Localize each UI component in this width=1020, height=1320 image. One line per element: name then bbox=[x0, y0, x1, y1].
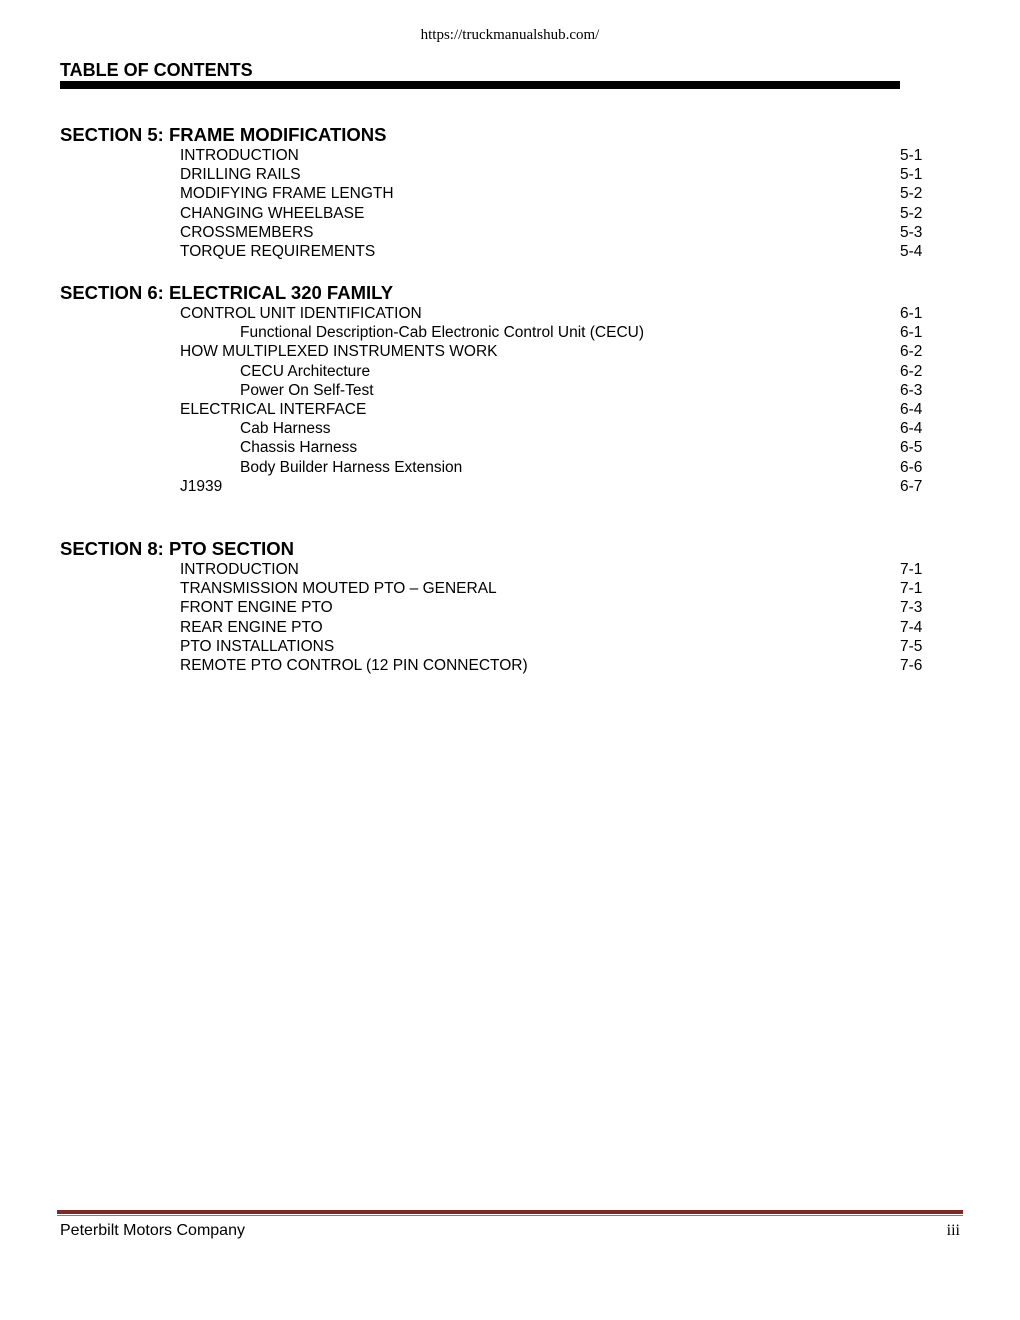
toc-entry-label: REAR ENGINE PTO bbox=[180, 618, 323, 636]
toc-entry-page: 7-1 bbox=[900, 561, 923, 578]
toc-entry-page: 7-1 bbox=[900, 580, 923, 598]
toc-entry-label: CHANGING WHEELBASE bbox=[180, 204, 365, 222]
toc-entry-label: CROSSMEMBERS bbox=[180, 223, 314, 241]
toc-entry-label: TRANSMISSION MOUTED PTO – GENERAL bbox=[180, 580, 497, 598]
toc-section-6 bbox=[60, 281, 940, 496]
header-url: https://truckmanualshub.com/ bbox=[420, 27, 600, 43]
toc-entry-page: 6-1 bbox=[900, 305, 923, 322]
toc-entry-page: 5-2 bbox=[900, 204, 923, 222]
footer-page-number: iii bbox=[946, 1222, 960, 1239]
toc-entry bbox=[60, 223, 940, 242]
toc-entry-page: 6-4 bbox=[900, 400, 923, 418]
toc-subentry bbox=[60, 438, 940, 457]
toc-entry bbox=[60, 304, 940, 323]
toc-entry-label: CONTROL UNIT IDENTIFICATION bbox=[180, 305, 422, 322]
toc-subentry bbox=[60, 362, 940, 381]
toc-entry-label: J1939 bbox=[180, 477, 223, 495]
section-heading: SECTION 6: ELECTRICAL 320 FAMILY bbox=[60, 282, 394, 303]
toc-entry bbox=[60, 598, 940, 617]
toc-entry-page: 6-5 bbox=[900, 439, 923, 457]
toc-entry-page: 6-2 bbox=[900, 362, 923, 380]
toc-entry-page: 7-3 bbox=[900, 599, 923, 617]
toc-entry bbox=[60, 165, 940, 184]
toc-entry-page: 7-4 bbox=[900, 618, 923, 636]
toc-entry-label: Power On Self-Test bbox=[240, 381, 374, 399]
toc-entry-page: 5-4 bbox=[900, 242, 923, 260]
toc-entry-label: ELECTRICAL INTERFACE bbox=[180, 400, 367, 418]
toc-entry-page: 6-4 bbox=[900, 420, 923, 438]
toc-entry-label: PTO INSTALLATIONS bbox=[180, 637, 335, 655]
section-heading: SECTION 8: PTO SECTION bbox=[60, 538, 295, 559]
toc-entry-label: INTRODUCTION bbox=[180, 147, 299, 164]
toc-entry bbox=[60, 204, 940, 223]
toc-subentry bbox=[60, 458, 940, 477]
toc-entry-label: DRILLING RAILS bbox=[180, 166, 301, 184]
toc-entry-page: 7-6 bbox=[900, 656, 923, 674]
toc-entry-label: INTRODUCTION bbox=[180, 561, 299, 578]
footer-rule-thin bbox=[57, 1215, 963, 1216]
toc-entry-label: FRONT ENGINE PTO bbox=[180, 599, 333, 617]
toc-entry-page: 6-2 bbox=[900, 343, 923, 361]
footer-company: Peterbilt Motors Company bbox=[60, 1222, 245, 1239]
toc-entry bbox=[60, 146, 940, 165]
toc-entry-label: MODIFYING FRAME LENGTH bbox=[180, 185, 394, 203]
toc-subentry bbox=[60, 419, 940, 438]
toc-entry-label: Chassis Harness bbox=[240, 439, 358, 457]
toc-entry bbox=[60, 656, 940, 675]
toc-entry bbox=[60, 184, 940, 203]
toc-entry-page: 6-1 bbox=[900, 324, 923, 342]
toc-entry bbox=[60, 342, 940, 361]
toc-entry-page: 5-3 bbox=[900, 223, 923, 241]
toc-entry bbox=[60, 242, 940, 261]
toc-entry-page: 6-3 bbox=[900, 381, 923, 399]
toc-entry bbox=[60, 618, 940, 637]
footer-rule bbox=[57, 1210, 963, 1218]
toc-entry-page: 5-2 bbox=[900, 185, 923, 203]
toc-title: TABLE OF CONTENTS bbox=[60, 60, 253, 80]
toc-entry-label: Cab Harness bbox=[240, 420, 331, 438]
toc-entry-label: Body Builder Harness Extension bbox=[240, 458, 463, 476]
toc-entry bbox=[60, 400, 940, 419]
toc-entry bbox=[60, 579, 940, 598]
toc-entry-label: HOW MULTIPLEXED INSTRUMENTS WORK bbox=[180, 343, 498, 361]
toc-entry-page: 5-1 bbox=[900, 147, 923, 164]
section-heading: SECTION 5: FRAME MODIFICATIONS bbox=[60, 124, 387, 145]
toc-entry-label: CECU Architecture bbox=[240, 362, 371, 380]
toc-entry-label: REMOTE PTO CONTROL (12 PIN CONNECTOR) bbox=[180, 656, 528, 674]
toc-entry bbox=[60, 560, 940, 579]
toc-section-5 bbox=[60, 123, 940, 261]
toc-entry bbox=[60, 637, 940, 656]
toc-entry-page: 6-6 bbox=[900, 458, 923, 476]
toc-entry bbox=[60, 477, 940, 496]
toc-subentry bbox=[60, 381, 940, 400]
toc-title-rule bbox=[60, 81, 900, 89]
toc-subentry bbox=[60, 323, 940, 342]
toc-section-8 bbox=[60, 537, 940, 675]
toc-entry-page: 5-1 bbox=[900, 166, 923, 184]
toc-entry-label: TORQUE REQUIREMENTS bbox=[180, 242, 376, 260]
toc-entry-label: Functional Description-Cab Electronic Control Unit (CECU) bbox=[240, 324, 644, 342]
toc-entry-page: 6-7 bbox=[900, 477, 923, 495]
toc-entry-page: 7-5 bbox=[900, 637, 923, 655]
